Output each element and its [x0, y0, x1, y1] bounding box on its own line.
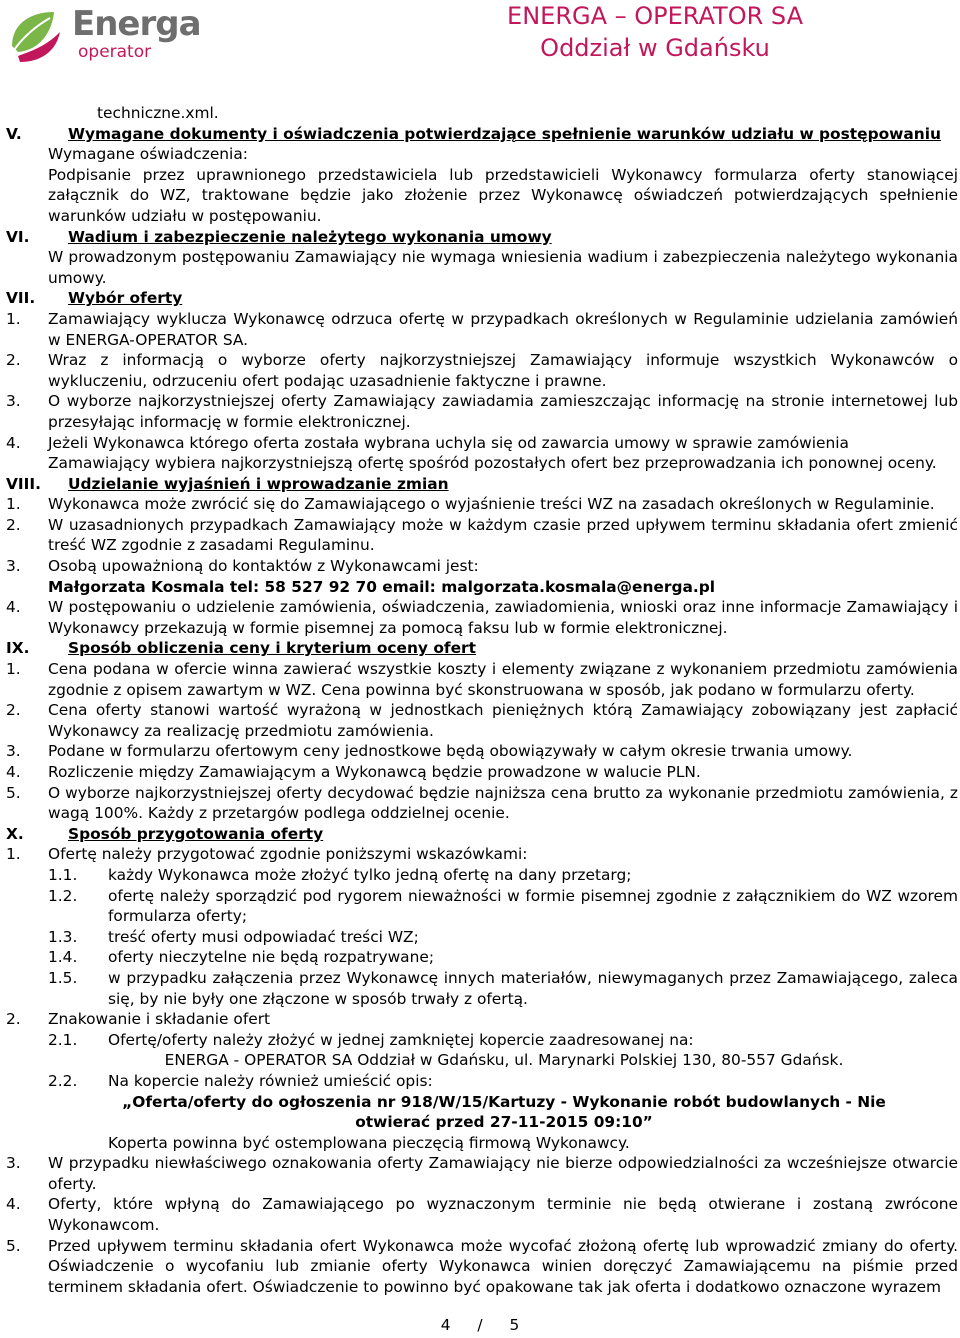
item-number: 3.: [6, 392, 21, 411]
envelope-label-line: otwierać przed 27-11-2015 09:10”: [355, 1113, 653, 1132]
item-text: Oferty, które wpłyną do Zamawiającego po wyznaczonym terminie nie będą otwierane i zostaną zwrócone Wykonawcom.: [48, 1195, 958, 1235]
document-body: [0, 103, 960, 1297]
section-number: IX.: [6, 639, 30, 658]
item-text: Znakowanie i składanie ofert: [48, 1010, 271, 1029]
company-name: ENERGA – OPERATOR SA: [507, 2, 803, 30]
section-number: X.: [6, 824, 24, 843]
sub-item: [0, 865, 960, 886]
item-number: 2.: [6, 351, 21, 370]
sub-item-text: w przypadku załączenia przez Wykonawcę innych materiałów, niewymaganych przez Zamawiającego, zaleca się, by nie były one złączone w sposób trwały z ofertą.: [108, 968, 958, 1008]
sub-item-number: 1.1.: [48, 865, 78, 884]
list-item: [0, 1236, 960, 1298]
envelope-label-line: „Oferta/oferty do ogłoszenia nr 918/W/15/Kartuzy - Wykonanie robót budowlanych - Nie: [122, 1092, 886, 1111]
list-item: [0, 350, 960, 391]
list-item: [0, 741, 960, 762]
item-text: W uzasadnionych przypadkach Zamawiający może w każdym czasie przed upływem terminu składania ofert zmienić treść WZ zgodnie z zasadami Regulaminu.: [48, 515, 958, 555]
item-number: 3.: [6, 1154, 21, 1173]
item-number: 1.: [6, 660, 21, 679]
list-item: [0, 762, 960, 783]
address-line: ENERGA - OPERATOR SA Oddział w Gdańsku, ul. Marynarki Polskiej 130, 80-557 Gdańsk.: [164, 1051, 844, 1070]
item-text: Osobą upoważnioną do kontaktów z Wykonawcami jest:: [48, 557, 479, 576]
text-line: Koperta powinna być ostemplowana pieczęcią firmową Wykonawcy.: [108, 1133, 630, 1152]
list-item: [0, 494, 960, 515]
item-number: 4.: [6, 433, 21, 452]
item-text: W przypadku niewłaściwego oznakowania oferty Zamawiający nie bierze odpowiedzialności za wcześniejsze otwarcie oferty.: [48, 1154, 958, 1193]
list-item: [0, 556, 960, 577]
section-heading-vii: [0, 288, 960, 309]
item-number: 1.: [6, 309, 21, 328]
sub-item-number: 2.2.: [48, 1071, 78, 1090]
list-item: [0, 700, 960, 741]
item-text: Wykonawca może zwrócić się do Zamawiającego o wyjaśnienie treści WZ na zasadach określonych w Regulaminie.: [48, 495, 935, 514]
sub-item: [0, 886, 960, 927]
text-line: Zamawiający wybiera najkorzystniejszą ofertę spośród pozostałych ofert bez przeprowadzania ich ponownej oceny.: [48, 454, 937, 473]
section-title: Wadium i zabezpieczenie należytego wykonania umowy: [68, 227, 552, 246]
list-item: [0, 391, 960, 432]
item-number: 5.: [6, 1236, 21, 1255]
list-item: [0, 597, 960, 638]
item-number: 1.: [6, 845, 21, 864]
section-heading-viii: [0, 474, 960, 495]
section-title: Wymagane dokumenty i oświadczenia potwierdzające spełnienie warunków udziału w postępowaniu: [68, 124, 941, 143]
sub-item-text: treść oferty musi odpowiadać treści WZ;: [108, 927, 419, 946]
item-number: 1.: [6, 495, 21, 514]
sub-item: [0, 968, 960, 1009]
section-number: VIII.: [6, 474, 41, 493]
item-text: Przed upływem terminu składania ofert Wykonawca może wycofać złożoną ofertę lub wprowadzić zmiany do oferty. Oświadczenie o wycofaniu lub zmianie oferty Wykonawca winien doręczyć Zamawiającemu na piśmie przed terminem składania ofert. Oświadczenie to powinno być opakowane tak jak oferta i dodatkowo oznaczone wyrazem: [48, 1236, 958, 1296]
item-number: 4.: [6, 1195, 21, 1214]
contact-line: Małgorzata Kosmala tel: 58 527 92 70 email: malgorzata.kosmala@energa.pl: [48, 577, 715, 596]
sub-item-text: Ofertę/oferty należy złożyć w jednej zamkniętej kopercie zaadresowanej na:: [108, 1030, 694, 1049]
sub-item-text: oferty nieczytelne nie będą rozpatrywane;: [108, 948, 435, 967]
sub-item-number: 1.4.: [48, 948, 78, 967]
item-number: 3.: [6, 742, 21, 761]
section-heading-v: [0, 124, 960, 145]
energa-logo: [4, 2, 204, 68]
item-number: 3.: [6, 557, 21, 576]
section-title: Udzielanie wyjaśnień i wprowadzanie zmian: [68, 474, 449, 493]
section-title: Sposób obliczenia ceny i kryterium oceny ofert: [68, 639, 476, 658]
sub-item: [0, 927, 960, 948]
list-item: [0, 1153, 960, 1194]
section-number: V.: [6, 124, 22, 143]
item-text: Podane w formularzu ofertowym ceny jednostkowe będą obowiązywały w całym okresie trwania umowy.: [48, 742, 853, 761]
header-title: [507, 0, 803, 64]
section-heading-ix: [0, 638, 960, 659]
sub-item-number: 1.5.: [48, 968, 78, 987]
section-number: VI.: [6, 227, 30, 246]
sub-item-text: ofertę należy sporządzić pod rygorem nieważności w formie pisemnej zgodnie z załącznikiem do WZ wzorem formularza oferty;: [108, 886, 958, 926]
item-text: Jeżeli Wykonawca którego oferta została wybrana uchyla się od zawarcia umowy w sprawie zamówienia: [48, 433, 849, 452]
text-line: Wymagane oświadczenia:: [48, 145, 248, 164]
item-number: 2.: [6, 701, 21, 720]
sub-item-text: Na kopercie należy również umieścić opis:: [108, 1071, 433, 1090]
page-number: 4 / 5: [440, 1316, 520, 1334]
paragraph: W prowadzonym postępowaniu Zamawiający nie wymaga wniesienia wadium i zabezpieczenia należytego wykonania umowy.: [48, 248, 958, 287]
section-heading-x: [0, 824, 960, 845]
list-item: [0, 433, 960, 454]
list-item: [0, 844, 960, 865]
branch-name: Oddział w Gdańsku: [540, 34, 770, 62]
item-text: Ofertę należy przygotować zgodnie poniższymi wskazówkami:: [48, 845, 528, 864]
sub-item-number: 1.2.: [48, 886, 78, 905]
item-text: Cena oferty stanowi wartość wyrażoną w jednostkach pieniężnych którą Zamawiający zobowiązany jest zapłacić Wykonawcy za realizację przedmiotu zamówienia.: [48, 701, 958, 740]
sub-item: [0, 947, 960, 968]
section-heading-vi: [0, 227, 960, 248]
list-item: [0, 659, 960, 700]
item-text: Rozliczenie między Zamawiającym a Wykonawcą będzie prowadzone w walucie PLN.: [48, 763, 701, 781]
item-number: 2.: [6, 515, 21, 534]
list-item: [0, 783, 960, 824]
sub-item-number: 1.3.: [48, 927, 78, 946]
leaf-icon: [4, 6, 66, 68]
section-title: Sposób przygotowania oferty: [68, 824, 324, 843]
item-text: Cena podana w ofercie winna zawierać wszystkie koszty i elementy związane z wykonaniem przedmiotu zamówienia zgodnie z opisem zawartym w WZ. Cena powinna być skonstruowana w sposób, jak podano w formularzu oferty.: [48, 660, 958, 699]
sub-item: [0, 1071, 960, 1092]
item-text: O wyborze najkorzystniejszej oferty decydować będzie najniższa cena brutto za wykonanie przedmiotu zamówienia, z wagą 100%. Każdy z przetargów podlega oddzielnej ocenie.: [48, 783, 958, 823]
text-line: techniczne.xml.: [97, 104, 219, 122]
list-item: [0, 1194, 960, 1235]
item-text: W postępowaniu o udzielenie zamówienia, oświadczenia, zawiadomienia, wnioski oraz inne informacje Zamawiający i Wykonawcy przekazują w formie pisemnej za pomocą faksu lub w formie elektronicznej.: [48, 598, 958, 637]
item-number: 4.: [6, 763, 21, 781]
item-text: Zamawiający wyklucza Wykonawcę odrzuca ofertę w przypadkach określonych w Regulaminie udzielania zamówień w ENERGA-OPERATOR SA.: [48, 309, 958, 349]
item-number: 5.: [6, 783, 21, 802]
logo-sub: operator: [78, 42, 152, 62]
section-number: VII.: [6, 289, 36, 308]
list-item: [0, 309, 960, 350]
list-item: [0, 1009, 960, 1030]
sub-item-number: 2.1.: [48, 1030, 78, 1049]
sub-item-text: każdy Wykonawca może złożyć tylko jedną ofertę na dany przetarg;: [108, 865, 632, 884]
sub-item: [0, 1030, 960, 1051]
item-number: 2.: [6, 1010, 21, 1029]
item-text: O wyborze najkorzystniejszej oferty Zamawiający zawiadamia zamieszczając informację na stronie internetowej lub przesyłając informację w formie elektronicznej.: [48, 392, 958, 431]
item-text: Wraz z informacją o wyborze oferty najkorzystniejszej Zamawiający informuje wszystkich Wykonawców o wykluczeniu, odrzuceniu ofert podając uzasadnienie faktyczne i prawne.: [48, 351, 958, 390]
logo-name: Energa: [72, 4, 201, 44]
item-number: 4.: [6, 598, 21, 617]
list-item: [0, 515, 960, 556]
paragraph: Podpisanie przez uprawnionego przedstawiciela lub przedstawicieli Wykonawcy formularza oferty stanowiącej załącznik do WZ, traktowane będzie jako złożenie przez Wykonawcę oświadczeń potwierdzających spełnienie warunków udziału w postępowaniu.: [48, 165, 958, 225]
section-title: Wybór oferty: [68, 289, 183, 308]
